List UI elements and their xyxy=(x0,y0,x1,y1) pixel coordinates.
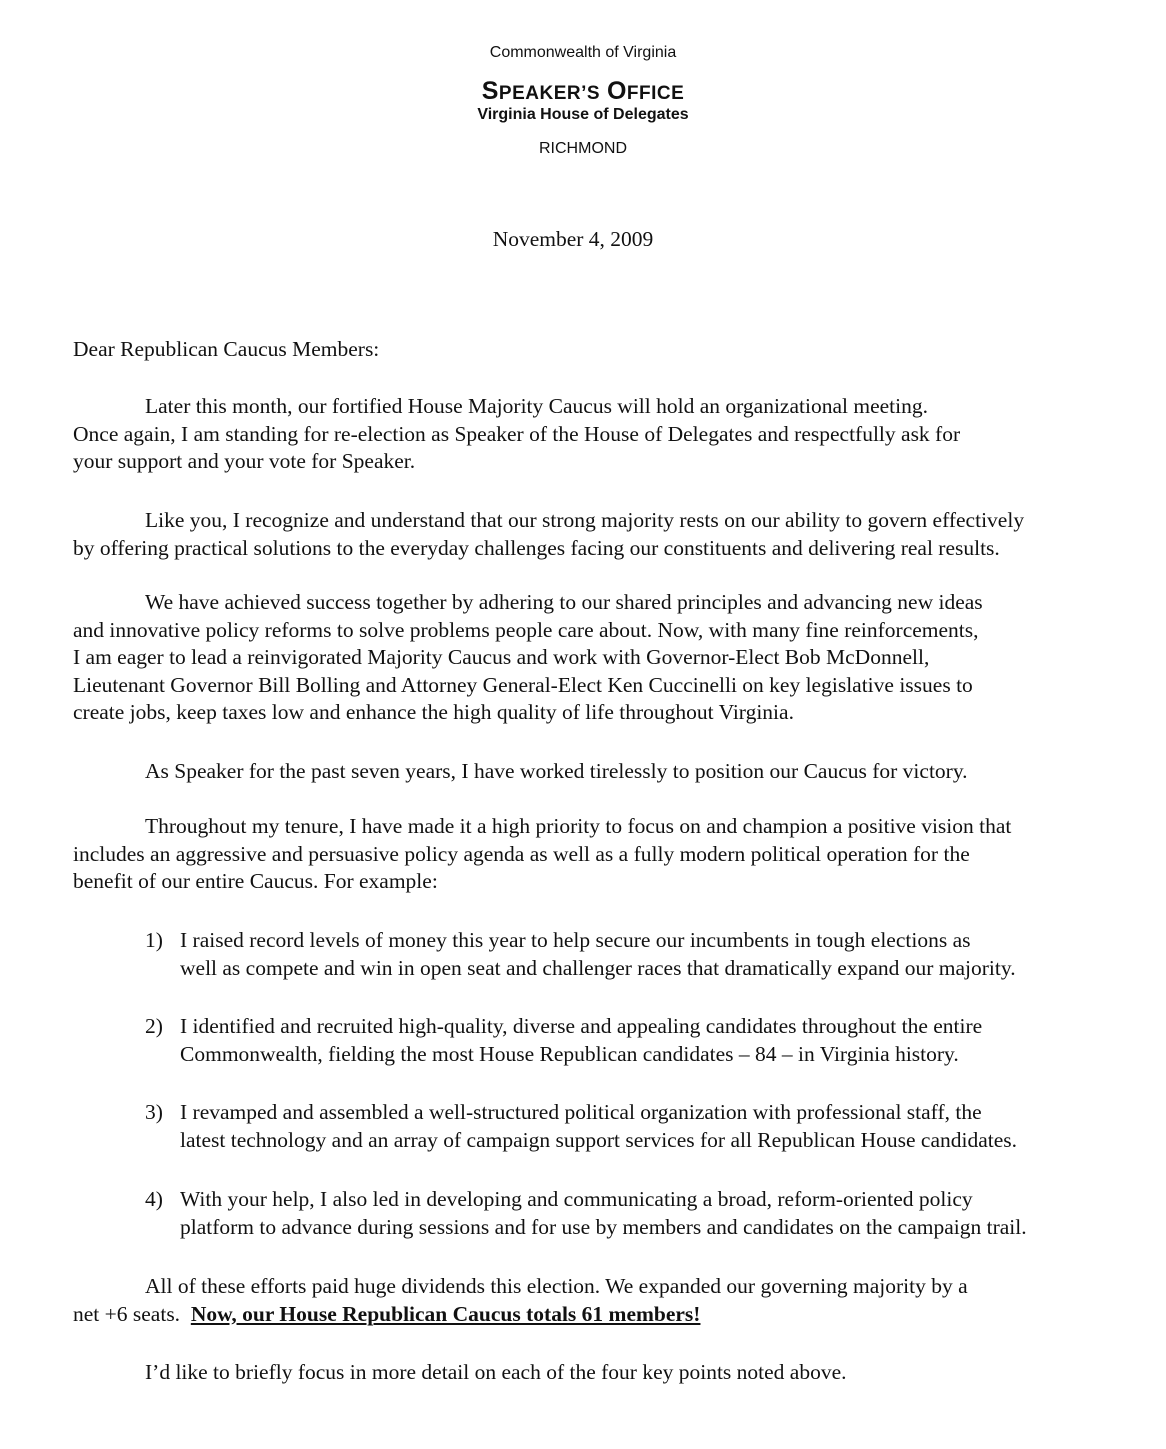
list-number: 4) xyxy=(145,1187,163,1211)
closing-prefix: net +6 seats. xyxy=(73,1301,191,1326)
list-line: well as compete and win in open seat and challenger races that dramatically expand our majority. xyxy=(180,955,1016,980)
paragraph-line: and innovative policy reforms to solve problems people care about. Now, with many fine reinforcements, xyxy=(73,617,979,642)
paragraph-line: by offering practical solutions to the everyday challenges facing our constituents and delivering real results. xyxy=(73,535,1000,560)
paragraph-line: your support and your vote for Speaker. xyxy=(73,449,416,473)
letter-date: November 4, 2009 xyxy=(492,227,654,251)
letterhead-city: RICHMOND xyxy=(539,140,627,157)
final-paragraph xyxy=(73,1359,1083,1387)
list-line: Commonwealth, fielding the most House Republican candidates – 84 – in Virginia history. xyxy=(180,1041,959,1066)
paragraph-line: Throughout my tenure, I have made it a high priority to focus on and champion a positive vision that xyxy=(145,814,1012,838)
list-line: platform to advance during sessions and for use by members and candidates on the campaign trail. xyxy=(180,1214,1027,1239)
list-item xyxy=(145,1099,1085,1154)
paragraph-line: As Speaker for the past seven years, I have worked tirelessly to position our Caucus for victory. xyxy=(145,759,968,783)
list-number: 1) xyxy=(145,928,163,952)
paragraph-line: Later this month, our fortified House Majority Caucus will hold an organizational meeting. xyxy=(145,394,928,418)
closing-paragraph xyxy=(73,1273,1083,1328)
list-line: latest technology and an array of campaign support services for all Republican House candidates. xyxy=(180,1127,1018,1152)
list-item xyxy=(145,927,1085,982)
caucus-total-emphasis: Now, our House Republican Caucus totals 61 members! xyxy=(190,1301,701,1326)
paragraph-4 xyxy=(73,758,1083,786)
paragraph-line: We have achieved success together by adhering to our shared principles and advancing new ideas xyxy=(145,590,983,614)
paragraph-line: I’d like to briefly focus in more detail on each of the four key points noted above. xyxy=(145,1360,847,1384)
list-number: 2) xyxy=(145,1014,163,1038)
paragraph-line: includes an aggressive and persuasive policy agenda as well as a fully modern political operation for the xyxy=(73,841,970,866)
paragraph-line xyxy=(73,1301,1083,1329)
list-line: I revamped and assembled a well-structured political organization with professional staff, the xyxy=(180,1100,982,1124)
paragraph-5 xyxy=(73,813,1083,896)
paragraph-line: All of these efforts paid huge dividends this election. We expanded our governing majority by a xyxy=(145,1274,968,1298)
paragraph-line: Once again, I am standing for re-election as Speaker of the House of Delegates and respectfully ask for xyxy=(73,421,961,446)
list-line: With your help, I also led in developing and communicating a broad, reform-oriented policy xyxy=(180,1187,973,1211)
letterhead-house: Virginia House of Delegates xyxy=(477,106,689,123)
paragraph-1 xyxy=(73,393,1083,476)
letterhead-commonwealth: Commonwealth of Virginia xyxy=(489,44,677,61)
paragraph-line: Like you, I recognize and understand that our strong majority rests on our ability to govern effectively xyxy=(145,508,1025,532)
paragraph-2 xyxy=(73,507,1083,562)
list-line: I raised record levels of money this year to help secure our incumbents in tough elections as xyxy=(180,928,971,952)
salutation: Dear Republican Caucus Members: xyxy=(73,337,380,361)
letterhead-office-title xyxy=(0,77,1166,106)
paragraph-line: I am eager to lead a reinvigorated Majority Caucus and work with Governor-Elect Bob McDonnell, xyxy=(73,645,930,669)
list-number: 3) xyxy=(145,1100,163,1124)
list-item xyxy=(145,1013,1085,1068)
list-line: I identified and recruited high-quality, diverse and appealing candidates throughout the entire xyxy=(180,1014,983,1038)
paragraph-line: benefit of our entire Caucus. For example: xyxy=(73,869,438,893)
list-item xyxy=(145,1186,1085,1241)
office-title-text: SPEAKER’S OFFICE xyxy=(481,77,685,105)
paragraph-3 xyxy=(73,589,1083,727)
paragraph-line: Lieutenant Governor Bill Bolling and Attorney General-Elect Ken Cuccinelli on key legislative issues to xyxy=(73,672,973,697)
paragraph-line: create jobs, keep taxes low and enhance the high quality of life throughout Virginia. xyxy=(73,700,794,724)
